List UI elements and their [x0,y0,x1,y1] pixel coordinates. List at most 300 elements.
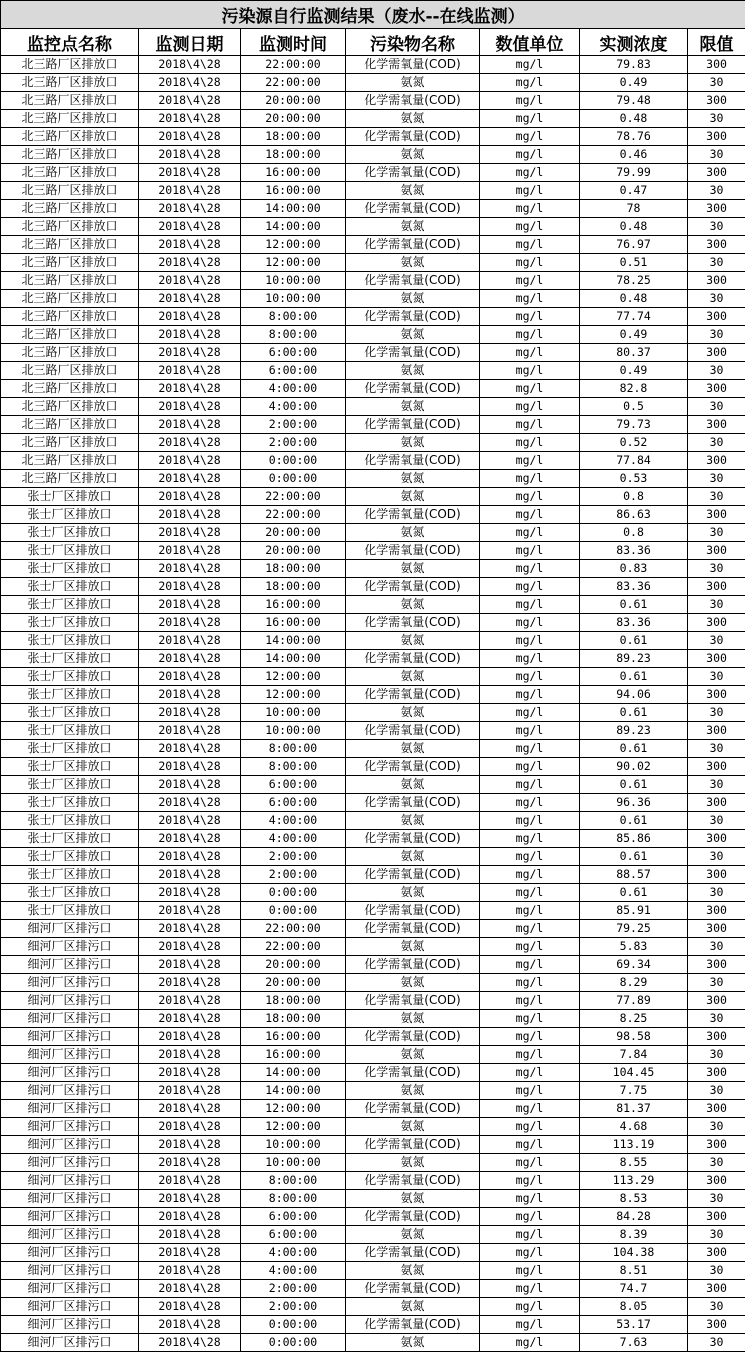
table-row [1,254,745,272]
cell-concentration: 86.63 [580,506,688,524]
cell-concentration: 79.83 [580,56,688,74]
cell-date: 2018\4\28 [139,128,241,146]
cell-limit: 300 [688,1316,745,1334]
cell-date: 2018\4\28 [139,1280,241,1298]
cell-monitoring-point: 北三路厂区排放口 [1,308,139,326]
cell-date: 2018\4\28 [139,650,241,668]
cell-date: 2018\4\28 [139,866,241,884]
cell-unit: mg/l [480,434,580,452]
cell-date: 2018\4\28 [139,1226,241,1244]
cell-unit: mg/l [480,668,580,686]
cell-unit: mg/l [480,236,580,254]
cell-pollutant: 化学需氧量(COD) [346,686,480,704]
cell-concentration: 77.84 [580,452,688,470]
table-row [1,470,745,488]
table-row [1,1154,745,1172]
cell-time: 22:00:00 [241,488,346,506]
cell-time: 16:00:00 [241,1028,346,1046]
cell-concentration: 0.61 [580,776,688,794]
cell-time: 6:00:00 [241,362,346,380]
cell-date: 2018\4\28 [139,884,241,902]
table-row [1,452,745,470]
cell-time: 10:00:00 [241,704,346,722]
cell-limit: 300 [688,794,745,812]
cell-monitoring-point: 北三路厂区排放口 [1,92,139,110]
cell-limit: 30 [688,254,745,272]
cell-concentration: 0.48 [580,290,688,308]
cell-date: 2018\4\28 [139,416,241,434]
table-row [1,848,745,866]
cell-unit: mg/l [480,578,580,596]
cell-limit: 30 [688,290,745,308]
cell-date: 2018\4\28 [139,560,241,578]
cell-limit: 300 [688,92,745,110]
cell-time: 16:00:00 [241,596,346,614]
cell-pollutant: 化学需氧量(COD) [346,56,480,74]
header-row [1,29,745,56]
cell-pollutant: 氨氮 [346,848,480,866]
cell-monitoring-point: 张士厂区排放口 [1,686,139,704]
cell-monitoring-point: 北三路厂区排放口 [1,56,139,74]
cell-date: 2018\4\28 [139,182,241,200]
cell-pollutant: 氨氮 [346,182,480,200]
cell-pollutant: 化学需氧量(COD) [346,380,480,398]
table-row [1,920,745,938]
cell-concentration: 77.89 [580,992,688,1010]
cell-monitoring-point: 张士厂区排放口 [1,668,139,686]
cell-date: 2018\4\28 [139,1244,241,1262]
cell-date: 2018\4\28 [139,1046,241,1064]
cell-monitoring-point: 北三路厂区排放口 [1,380,139,398]
cell-time: 14:00:00 [241,650,346,668]
cell-time: 2:00:00 [241,848,346,866]
cell-date: 2018\4\28 [139,1010,241,1028]
cell-limit: 30 [688,1226,745,1244]
cell-time: 8:00:00 [241,758,346,776]
cell-time: 20:00:00 [241,956,346,974]
cell-date: 2018\4\28 [139,776,241,794]
cell-date: 2018\4\28 [139,506,241,524]
cell-unit: mg/l [480,272,580,290]
cell-concentration: 79.48 [580,92,688,110]
cell-date: 2018\4\28 [139,488,241,506]
cell-monitoring-point: 北三路厂区排放口 [1,128,139,146]
cell-monitoring-point: 张士厂区排放口 [1,866,139,884]
cell-time: 12:00:00 [241,1100,346,1118]
cell-concentration: 8.55 [580,1154,688,1172]
cell-time: 14:00:00 [241,200,346,218]
cell-time: 14:00:00 [241,1064,346,1082]
cell-limit: 300 [688,686,745,704]
table-row [1,992,745,1010]
cell-monitoring-point: 北三路厂区排放口 [1,326,139,344]
cell-concentration: 104.38 [580,1244,688,1262]
cell-time: 16:00:00 [241,1046,346,1064]
cell-limit: 300 [688,56,745,74]
cell-limit: 30 [688,596,745,614]
cell-date: 2018\4\28 [139,326,241,344]
cell-concentration: 7.63 [580,1334,688,1352]
cell-unit: mg/l [480,218,580,236]
cell-limit: 30 [688,668,745,686]
cell-monitoring-point: 张士厂区排放口 [1,488,139,506]
cell-time: 6:00:00 [241,776,346,794]
cell-limit: 300 [688,992,745,1010]
cell-time: 22:00:00 [241,56,346,74]
cell-time: 22:00:00 [241,506,346,524]
cell-unit: mg/l [480,1082,580,1100]
cell-unit: mg/l [480,1208,580,1226]
cell-monitoring-point: 细河厂区排污口 [1,1028,139,1046]
cell-monitoring-point: 细河厂区排污口 [1,1154,139,1172]
cell-time: 4:00:00 [241,398,346,416]
column-header-monitoring-point: 监控点名称 [1,29,139,56]
cell-time: 2:00:00 [241,416,346,434]
cell-time: 12:00:00 [241,254,346,272]
cell-pollutant: 化学需氧量(COD) [346,200,480,218]
cell-date: 2018\4\28 [139,1190,241,1208]
cell-unit: mg/l [480,1316,580,1334]
cell-date: 2018\4\28 [139,236,241,254]
cell-monitoring-point: 细河厂区排污口 [1,1136,139,1154]
cell-pollutant: 化学需氧量(COD) [346,452,480,470]
cell-time: 18:00:00 [241,578,346,596]
table-row [1,218,745,236]
table-row [1,1262,745,1280]
cell-limit: 30 [688,362,745,380]
cell-pollutant: 氨氮 [346,146,480,164]
cell-pollutant: 化学需氧量(COD) [346,1100,480,1118]
cell-pollutant: 氨氮 [346,812,480,830]
cell-unit: mg/l [480,398,580,416]
cell-monitoring-point: 细河厂区排污口 [1,1244,139,1262]
table-row [1,74,745,92]
cell-time: 4:00:00 [241,830,346,848]
cell-pollutant: 化学需氧量(COD) [346,1316,480,1334]
table-row [1,776,745,794]
cell-unit: mg/l [480,812,580,830]
cell-unit: mg/l [480,794,580,812]
cell-limit: 30 [688,146,745,164]
cell-date: 2018\4\28 [139,362,241,380]
cell-date: 2018\4\28 [139,704,241,722]
cell-unit: mg/l [480,380,580,398]
cell-time: 18:00:00 [241,560,346,578]
table-row [1,110,745,128]
cell-monitoring-point: 张士厂区排放口 [1,758,139,776]
cell-pollutant: 氨氮 [346,524,480,542]
cell-limit: 300 [688,506,745,524]
table-row [1,956,745,974]
cell-time: 10:00:00 [241,290,346,308]
cell-date: 2018\4\28 [139,1100,241,1118]
table-row [1,1280,745,1298]
cell-monitoring-point: 张士厂区排放口 [1,812,139,830]
cell-unit: mg/l [480,1118,580,1136]
cell-pollutant: 氨氮 [346,362,480,380]
cell-time: 8:00:00 [241,1190,346,1208]
cell-concentration: 8.05 [580,1298,688,1316]
cell-limit: 30 [688,488,745,506]
cell-limit: 30 [688,1154,745,1172]
cell-unit: mg/l [480,1010,580,1028]
table-row [1,758,745,776]
cell-time: 20:00:00 [241,542,346,560]
cell-time: 10:00:00 [241,272,346,290]
cell-date: 2018\4\28 [139,344,241,362]
table-row [1,128,745,146]
cell-pollutant: 氨氮 [346,740,480,758]
cell-time: 8:00:00 [241,740,346,758]
cell-monitoring-point: 北三路厂区排放口 [1,182,139,200]
cell-time: 20:00:00 [241,524,346,542]
table-row [1,362,745,380]
cell-limit: 300 [688,758,745,776]
cell-time: 0:00:00 [241,1334,346,1352]
cell-monitoring-point: 细河厂区排污口 [1,974,139,992]
cell-unit: mg/l [480,848,580,866]
table-row [1,92,745,110]
cell-limit: 300 [688,416,745,434]
cell-monitoring-point: 细河厂区排污口 [1,1190,139,1208]
cell-pollutant: 氨氮 [346,776,480,794]
cell-concentration: 88.57 [580,866,688,884]
cell-pollutant: 化学需氧量(COD) [346,992,480,1010]
cell-monitoring-point: 细河厂区排污口 [1,1046,139,1064]
cell-date: 2018\4\28 [139,1316,241,1334]
cell-date: 2018\4\28 [139,614,241,632]
cell-monitoring-point: 张士厂区排放口 [1,884,139,902]
cell-unit: mg/l [480,1064,580,1082]
cell-time: 18:00:00 [241,146,346,164]
cell-pollutant: 氨氮 [346,1046,480,1064]
cell-limit: 300 [688,650,745,668]
cell-monitoring-point: 北三路厂区排放口 [1,218,139,236]
cell-date: 2018\4\28 [139,740,241,758]
cell-monitoring-point: 细河厂区排污口 [1,1010,139,1028]
cell-concentration: 113.29 [580,1172,688,1190]
cell-monitoring-point: 细河厂区排污口 [1,1100,139,1118]
cell-concentration: 0.61 [580,848,688,866]
cell-unit: mg/l [480,254,580,272]
cell-monitoring-point: 张士厂区排放口 [1,596,139,614]
table-row [1,812,745,830]
table-row [1,902,745,920]
table-row [1,1226,745,1244]
cell-monitoring-point: 北三路厂区排放口 [1,470,139,488]
cell-unit: mg/l [480,200,580,218]
table-row [1,524,745,542]
cell-limit: 300 [688,578,745,596]
cell-limit: 30 [688,974,745,992]
cell-time: 22:00:00 [241,74,346,92]
cell-unit: mg/l [480,956,580,974]
cell-limit: 300 [688,920,745,938]
cell-concentration: 113.19 [580,1136,688,1154]
cell-pollutant: 氨氮 [346,938,480,956]
cell-concentration: 0.47 [580,182,688,200]
cell-monitoring-point: 北三路厂区排放口 [1,452,139,470]
cell-date: 2018\4\28 [139,1064,241,1082]
cell-concentration: 0.61 [580,812,688,830]
cell-concentration: 0.49 [580,74,688,92]
table-row [1,668,745,686]
cell-unit: mg/l [480,74,580,92]
cell-limit: 300 [688,1172,745,1190]
cell-monitoring-point: 北三路厂区排放口 [1,254,139,272]
cell-monitoring-point: 张士厂区排放口 [1,740,139,758]
cell-unit: mg/l [480,1046,580,1064]
cell-unit: mg/l [480,1154,580,1172]
cell-monitoring-point: 细河厂区排污口 [1,956,139,974]
cell-date: 2018\4\28 [139,1208,241,1226]
cell-concentration: 53.17 [580,1316,688,1334]
cell-date: 2018\4\28 [139,686,241,704]
cell-unit: mg/l [480,344,580,362]
cell-concentration: 0.49 [580,362,688,380]
cell-pollutant: 化学需氧量(COD) [346,722,480,740]
cell-unit: mg/l [480,632,580,650]
cell-concentration: 0.61 [580,884,688,902]
cell-monitoring-point: 北三路厂区排放口 [1,200,139,218]
cell-unit: mg/l [480,470,580,488]
cell-date: 2018\4\28 [139,470,241,488]
cell-unit: mg/l [480,686,580,704]
cell-concentration: 83.36 [580,578,688,596]
cell-pollutant: 化学需氧量(COD) [346,164,480,182]
cell-limit: 300 [688,956,745,974]
cell-monitoring-point: 张士厂区排放口 [1,794,139,812]
cell-limit: 30 [688,704,745,722]
table-row [1,398,745,416]
cell-limit: 30 [688,560,745,578]
cell-concentration: 83.36 [580,614,688,632]
cell-pollutant: 氨氮 [346,596,480,614]
cell-pollutant: 氨氮 [346,470,480,488]
cell-time: 4:00:00 [241,1244,346,1262]
table-row [1,938,745,956]
cell-limit: 30 [688,74,745,92]
cell-date: 2018\4\28 [139,272,241,290]
cell-time: 8:00:00 [241,308,346,326]
cell-pollutant: 化学需氧量(COD) [346,506,480,524]
cell-date: 2018\4\28 [139,758,241,776]
cell-limit: 30 [688,776,745,794]
cell-pollutant: 化学需氧量(COD) [346,344,480,362]
cell-time: 20:00:00 [241,974,346,992]
cell-limit: 300 [688,452,745,470]
cell-limit: 300 [688,1028,745,1046]
cell-pollutant: 化学需氧量(COD) [346,272,480,290]
cell-limit: 300 [688,344,745,362]
table-row [1,686,745,704]
cell-unit: mg/l [480,704,580,722]
cell-limit: 30 [688,1190,745,1208]
cell-date: 2018\4\28 [139,146,241,164]
cell-monitoring-point: 张士厂区排放口 [1,650,139,668]
cell-limit: 300 [688,1280,745,1298]
cell-unit: mg/l [480,164,580,182]
table-row [1,1082,745,1100]
cell-unit: mg/l [480,758,580,776]
cell-concentration: 96.36 [580,794,688,812]
cell-concentration: 74.7 [580,1280,688,1298]
cell-monitoring-point: 细河厂区排污口 [1,1064,139,1082]
cell-date: 2018\4\28 [139,398,241,416]
cell-concentration: 83.36 [580,542,688,560]
cell-pollutant: 化学需氧量(COD) [346,128,480,146]
table-row [1,344,745,362]
table-row [1,1028,745,1046]
cell-concentration: 8.25 [580,1010,688,1028]
table-row [1,866,745,884]
cell-time: 16:00:00 [241,164,346,182]
cell-date: 2018\4\28 [139,992,241,1010]
cell-monitoring-point: 北三路厂区排放口 [1,110,139,128]
cell-limit: 300 [688,380,745,398]
cell-monitoring-point: 北三路厂区排放口 [1,74,139,92]
cell-concentration: 89.23 [580,722,688,740]
cell-date: 2018\4\28 [139,1172,241,1190]
cell-limit: 30 [688,1010,745,1028]
cell-unit: mg/l [480,452,580,470]
cell-unit: mg/l [480,128,580,146]
cell-concentration: 77.74 [580,308,688,326]
table-row [1,1316,745,1334]
cell-concentration: 80.37 [580,344,688,362]
cell-pollutant: 氨氮 [346,1190,480,1208]
cell-date: 2018\4\28 [139,902,241,920]
cell-limit: 300 [688,902,745,920]
table-row [1,542,745,560]
cell-time: 4:00:00 [241,812,346,830]
cell-concentration: 94.06 [580,686,688,704]
cell-monitoring-point: 细河厂区排污口 [1,1118,139,1136]
cell-pollutant: 氨氮 [346,1298,480,1316]
cell-limit: 30 [688,218,745,236]
cell-monitoring-point: 张士厂区排放口 [1,704,139,722]
cell-pollutant: 化学需氧量(COD) [346,614,480,632]
column-header-time: 监测时间 [241,29,346,56]
cell-unit: mg/l [480,614,580,632]
cell-pollutant: 化学需氧量(COD) [346,1244,480,1262]
cell-concentration: 0.61 [580,740,688,758]
cell-date: 2018\4\28 [139,56,241,74]
cell-unit: mg/l [480,974,580,992]
cell-concentration: 0.8 [580,488,688,506]
cell-unit: mg/l [480,326,580,344]
cell-monitoring-point: 北三路厂区排放口 [1,236,139,254]
cell-concentration: 0.48 [580,110,688,128]
cell-pollutant: 化学需氧量(COD) [346,578,480,596]
cell-concentration: 0.52 [580,434,688,452]
cell-limit: 300 [688,1064,745,1082]
cell-monitoring-point: 北三路厂区排放口 [1,164,139,182]
cell-pollutant: 氨氮 [346,884,480,902]
cell-monitoring-point: 细河厂区排污口 [1,1334,139,1352]
cell-concentration: 0.46 [580,146,688,164]
table-row [1,1190,745,1208]
table-row [1,578,745,596]
cell-date: 2018\4\28 [139,1334,241,1352]
cell-concentration: 0.49 [580,326,688,344]
cell-concentration: 0.61 [580,704,688,722]
cell-concentration: 8.39 [580,1226,688,1244]
cell-concentration: 8.53 [580,1190,688,1208]
cell-monitoring-point: 细河厂区排污口 [1,1316,139,1334]
cell-pollutant: 氨氮 [346,668,480,686]
cell-unit: mg/l [480,866,580,884]
